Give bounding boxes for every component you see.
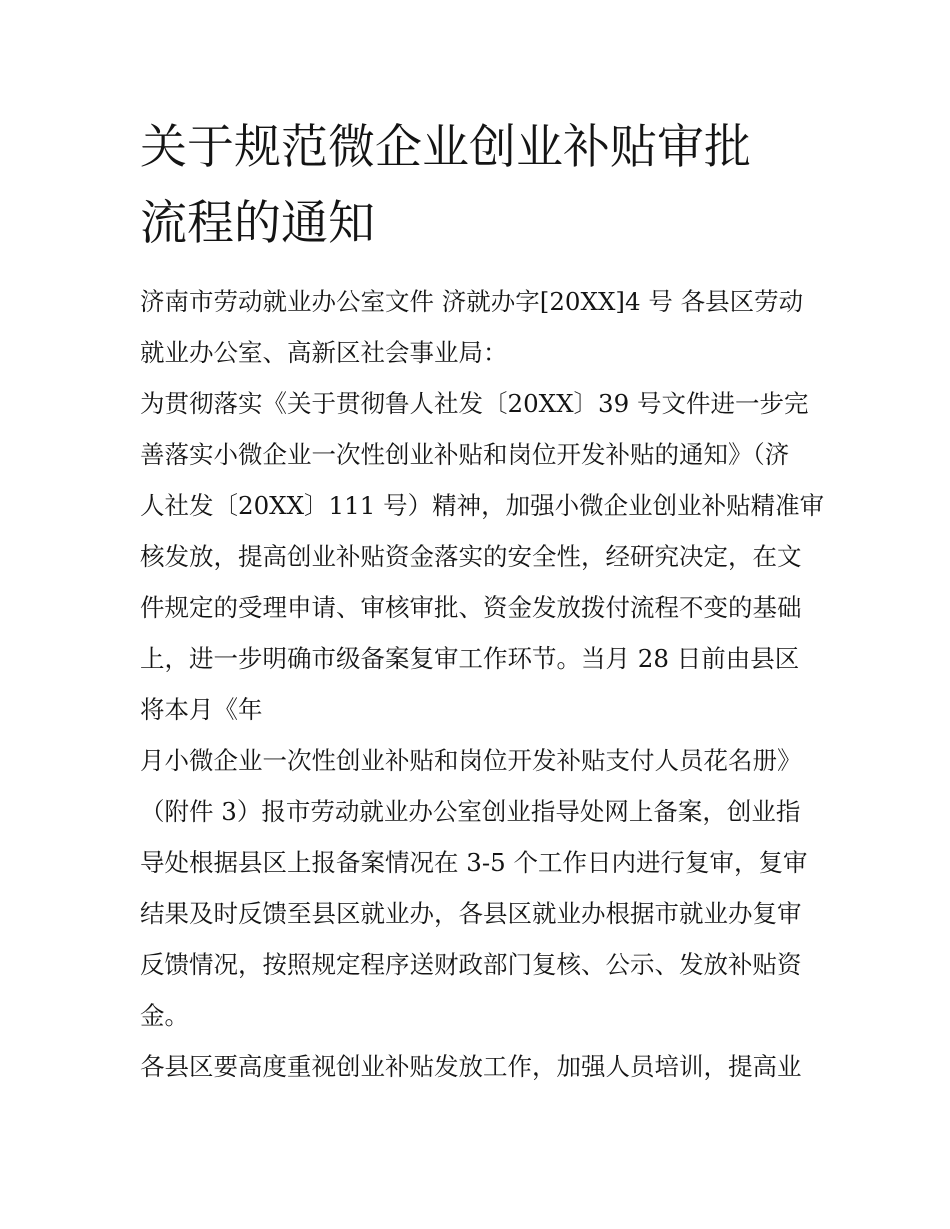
- body-line: 金。: [140, 1001, 189, 1030]
- body-line: 各县区要高度重视创业补贴发放工作，加强人员培训，提高业: [140, 1052, 802, 1081]
- body-line: 将本月《年: [140, 695, 263, 724]
- body-line: 善落实小微企业一次性创业补贴和岗位开发补贴的通知》（济: [140, 440, 790, 469]
- body-line: 件规定的受理申请、审核审批、资金发放拨付流程不变的基础: [140, 593, 802, 622]
- body-line: 为贯彻落实《关于贯彻鲁人社发〔20XX〕39 号文件进一步完: [140, 389, 809, 418]
- body-line: （附件 3）报市劳动就业办公室创业指导处网上备案，创业指: [140, 797, 801, 826]
- body-line: 月小微企业一次性创业补贴和岗位开发补贴支付人员花名册》: [140, 746, 802, 775]
- document-body: [140, 276, 825, 1092]
- document-title: [140, 110, 820, 262]
- title-line: 流程的通知: [140, 196, 375, 251]
- body-line: 上，进一步明确市级备案复审工作环节。当月 28 日前由县区: [140, 644, 800, 673]
- body-line: 反馈情况，按照规定程序送财政部门复核、公示、发放补贴资: [140, 950, 802, 979]
- body-line: 导处根据县区上报备案情况在 3-5 个工作日内进行复审，复审: [140, 848, 808, 877]
- body-line: 就业办公室、高新区社会事业局：: [140, 338, 508, 367]
- body-line: 济南市劳动就业办公室文件 济就办字[20XX]4 号 各县区劳动: [140, 287, 804, 316]
- title-line: 关于规范微企业创业补贴审批: [140, 120, 751, 175]
- body-line: 人社发〔20XX〕111 号）精神，加强小微企业创业补贴精准审: [140, 491, 825, 520]
- body-line: 结果及时反馈至县区就业办，各县区就业办根据市就业办复审: [140, 899, 802, 928]
- body-line: 核发放，提高创业补贴资金落实的安全性，经研究决定，在文: [140, 542, 802, 571]
